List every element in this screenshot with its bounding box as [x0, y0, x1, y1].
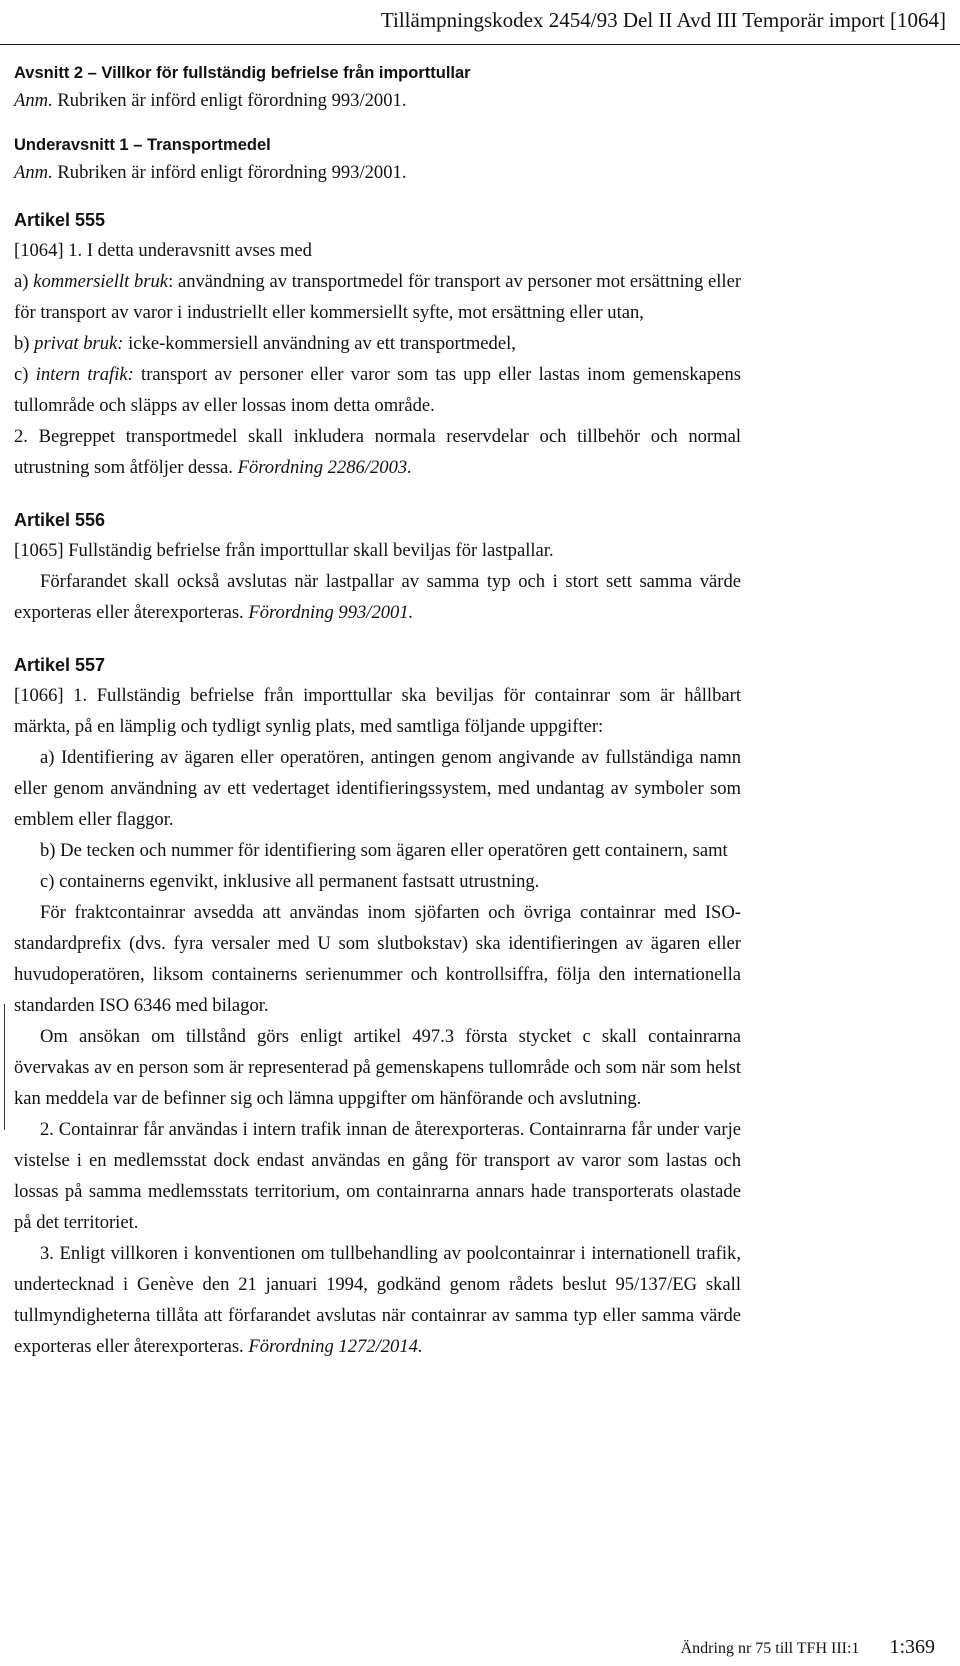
point-c-term: intern trafik:: [35, 364, 134, 385]
article-557-paragraph-1: [1066] 1. Fullständig befrielse från importtullar ska beviljas för containrar som är hållbart märkta, på en lämplig och tydligt synlig plats, med samtliga följande uppgifter:: [14, 685, 741, 737]
article-555-paragraph-2: [14, 421, 741, 483]
article-556-paragraph-2: [14, 566, 741, 628]
document-body: [14, 56, 741, 1362]
article-557-point-b: b) De tecken och nummer för identifiering som ägaren eller operatören gett containern, samt: [40, 840, 728, 861]
subsection-note: [14, 159, 741, 187]
point-a-term: kommersiellt bruk: [33, 271, 169, 292]
article-557-reference: Förordning 1272/2014.: [248, 1336, 423, 1357]
article-557-p3-text: 3. Enligt villkoren i konventionen om tullbehandling av poolcontainrar i internationell trafik, undertecknad i Genève den 21 januari 1994, godkänd genom rådets beslut 95/137/EG skall tullmyndigheterna tillåta att förfarandet avslutas när containrar av samma typ eller samma värde exporteras eller återexporteras.: [14, 1243, 741, 1357]
section-heading: Avsnitt 2 – Villkor för fullständig befrielse från importtullar: [14, 64, 471, 82]
point-b-text: icke-kommersiell användning av ett transportmedel,: [123, 333, 516, 354]
article-556-p2-text: Förfarandet skall också avslutas när lastpallar av samma typ och i stort sett samma värde exporteras eller återexporteras.: [14, 571, 741, 623]
section-note: [14, 87, 741, 115]
article-555-point-b: [14, 328, 741, 359]
section-note-text: Rubriken är införd enligt förordning 993/2001.: [52, 90, 407, 111]
article-557-paragraph-2: 2. Containrar får användas i intern trafik innan de återexporteras. Containrarna får under varje vistelse i en medlemsstat dock endast användas en gång för transport av varor som lastas och lossas på samma medlemsstats territorium, om containrarna annars hade transporterats olastade på det territoriet.: [14, 1119, 741, 1233]
point-a-label: a): [14, 271, 34, 292]
paragraph-2-text: 2. Begreppet transportmedel skall inkludera normala reservdelar och tillbehör och normal utrustning som åtföljer dessa.: [14, 426, 741, 478]
point-b-term: privat bruk:: [34, 333, 124, 354]
point-c-text: transport av personer eller varor som tas upp eller lastas inom gemenskapens tullområde och släpps av eller lossas inom detta område.: [14, 364, 742, 416]
article-557-title: Artikel 557: [14, 655, 106, 675]
article-556-title: Artikel 556: [14, 510, 106, 530]
point-a-text: : användning av transportmedel för transport av personer mot ersättning eller för transport av varor i industriellt eller kommersiellt syfte, mot ersättning eller utan,: [14, 271, 742, 323]
point-b-label: b): [14, 333, 35, 354]
running-header: [0, 8, 960, 45]
article-555-title: Artikel 555: [14, 210, 106, 230]
page-footer: [681, 1636, 935, 1659]
paragraph-2-reference: Förordning 2286/2003.: [237, 457, 412, 478]
page-number: 1:369: [889, 1636, 935, 1658]
article-557-freight-containers: För fraktcontainrar avsedda att användas inom sjöfarten och övriga containrar med ISO-standardprefix (dvs. fyra versaler med U som slutbokstav) ska identifieringen av ägaren eller huvudoperatören, liksom containerns serienummer och kontrollsiffra, följa den internationella standarden ISO 6346 med bilagor.: [14, 902, 741, 1016]
article-555-point-a: [14, 266, 741, 328]
article-556-paragraph-1: [1065] Fullständig befrielse från importtullar skall beviljas för lastpallar.: [14, 540, 554, 561]
header-title: Tillämpningskodex 2454/93 Del II Avd III Temporär import [1064]: [380, 8, 946, 32]
subsection-note-text: Rubriken är införd enligt förordning 993/2001.: [52, 162, 407, 183]
article-557-point-c: c) containerns egenvikt, inklusive all permanent fastsatt utrustning.: [40, 871, 540, 892]
article-557-point-a: a) Identifiering av ägaren eller operatören, antingen genom angivande av fullständiga namn eller genom användning av ett vedertaget identifieringssystem, med undantag av symboler som emblem eller flaggor.: [14, 747, 741, 830]
article-557-paragraph-3: [14, 1238, 741, 1362]
subsection-note-label: Anm.: [14, 162, 53, 183]
change-marker-bar: [4, 1004, 5, 1130]
article-556-reference: Förordning 993/2001.: [248, 602, 414, 623]
section-note-label: Anm.: [14, 90, 53, 111]
article-557-application: Om ansökan om tillstånd görs enligt artikel 497.3 första stycket c skall containrarna övervakas av en person som är representerad på gemenskapens tullområde och som när som helst kan meddela var de befinner sig och lämna uppgifter om hänförande och avslutning.: [14, 1026, 741, 1109]
article-555-point-c: [14, 359, 741, 421]
footer-change-note: Ändring nr 75 till TFH III:1: [680, 1640, 860, 1657]
subsection-heading: Underavsnitt 1 – Transportmedel: [14, 136, 271, 154]
article-555-intro: [1064] 1. I detta underavsnitt avses med: [14, 240, 312, 261]
point-c-label: c): [14, 364, 36, 385]
